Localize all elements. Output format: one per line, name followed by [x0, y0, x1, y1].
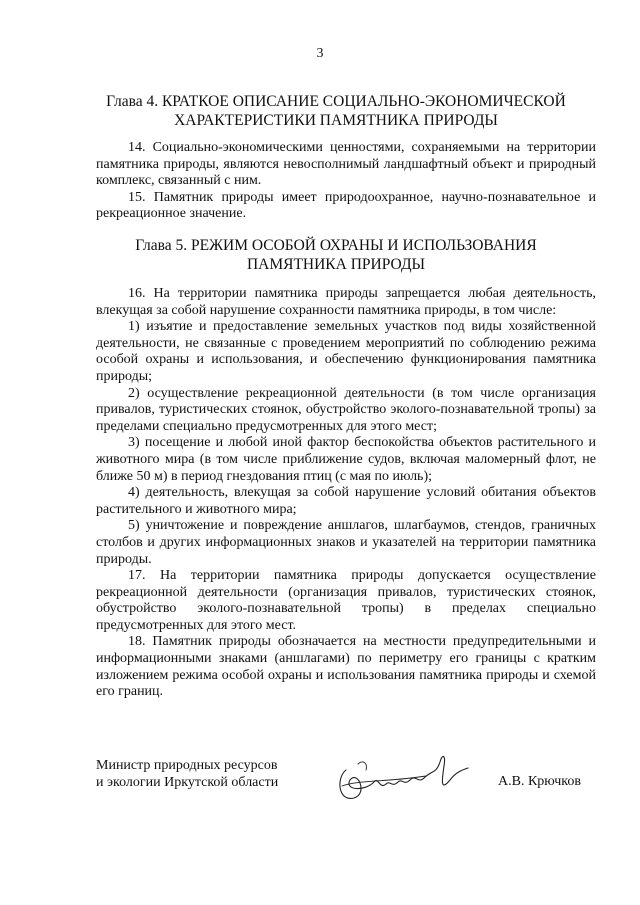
list-item-4: 4) деятельность, влекущая за собой нарушение условий обитания объектов растительного и животного мира; [96, 485, 596, 517]
chapter-5-title-line1: Глава 5. РЕЖИМ ОСОБОЙ ОХРАНЫ И ИСПОЛЬЗОВАНИЯ [135, 237, 537, 254]
list-item-1: 1) изъятие и предоставление земельных участков под виды хозяйственной деятельности, не связанные с проведением мероприятий по соблюдению режима особой охраны и использования, и обеспечению функционирования памятника природы; [96, 319, 596, 384]
paragraph-16: 16. На территории памятника природы запрещается любая деятельность, влекущая за собой нарушение сохранности памятника природы, в том числе: [96, 286, 596, 318]
chapter-4-title-line1: Глава 4. КРАТКОЕ ОПИСАНИЕ СОЦИАЛЬНО-ЭКОНОМИЧЕСКОЙ [106, 93, 566, 110]
signatory-position [96, 757, 278, 791]
list-item-5: 5) уничтожение и повреждение аншлагов, шлагбаумов, стендов, граничных столбов и других информационных знаков и указателей на территории памятника природы. [96, 518, 596, 567]
chapter-4-title-line2: ХАРАКТЕРИСТИКИ ПАМЯТНИКА ПРИРОДЫ [174, 112, 498, 129]
paragraph-17: 17. На территории памятника природы допускается осуществление рекреационной деятельности (организация привалов, туристических стоянок, обустройство эколого-познавательной тропы) в пределах специально предусмотренных для этого мест. [96, 568, 596, 633]
signatory-position-line2: и экологии Иркутской области [96, 775, 279, 790]
list-item-2: 2) осуществление рекреационной деятельности (в том числе организация привалов, туристических стоянок, обустройство эколого-познавательной тропы) за пределами специально предусмотренных для этого мест; [96, 385, 596, 434]
paragraph-14: 14. Социально-экономическими ценностями, сохраняемыми на территории памятника природы, являются невосполнимый ландшафтный объект и природный комплекс, связанный с ним. [96, 140, 596, 189]
paragraph-15: 15. Памятник природы имеет природоохранное, научно-познавательное и рекреационное значение. [96, 189, 596, 222]
paragraph-18: 18. Памятник природы обозначается на местности предупредительными и информационными знаками (аншлагами) по периметру его границы с кратким изложением режима особой охраны и использования памятника природы и схемой его границ. [96, 634, 596, 700]
handwritten-signature [328, 740, 478, 820]
chapter-5-body [96, 286, 596, 701]
chapter-5-heading [80, 236, 592, 274]
chapter-4-body [96, 140, 596, 223]
page-number: 3 [316, 46, 324, 61]
list-item-3: 3) посещение и любой иной фактор беспокойства объектов растительного и животного мира (в том числе приближение судов, включая маломерный флот, не ближе 50 м) в период гнездования птиц (с мая по июль); [96, 435, 596, 484]
chapter-4-heading [80, 92, 592, 130]
chapter-5-title-line2: ПАМЯТНИКА ПРИРОДЫ [246, 256, 426, 273]
signatory-position-line1: Министр природных ресурсов [96, 758, 278, 773]
signatory-name: А.В. Крючков [498, 774, 581, 789]
